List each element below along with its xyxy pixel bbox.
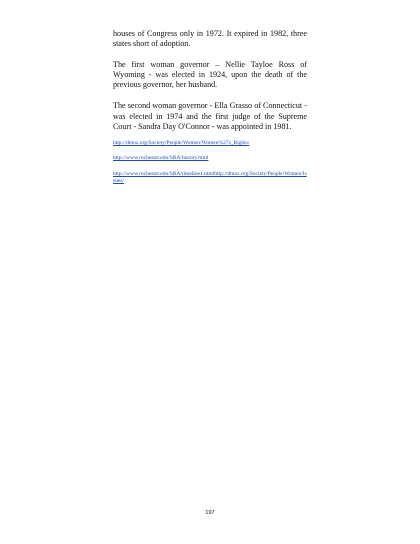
page-number: 197 [205, 510, 215, 516]
paragraph-second-woman-governor: The second woman governor - Ella Grasso of Connecticut - was elected in 1974 and the first judge of the Supreme Court - Sandra Day O'Connor - was appointed in 1981. [113, 101, 307, 131]
reference-link-sba-history[interactable]: http://www.rochester.edu/SBA/history.html [113, 155, 209, 162]
paragraph-first-woman-governor: The first woman governor – Nellie Tayloe Ross of Wyoming - was elected in 1924, upon the death of the previous governor, her husband. [113, 60, 307, 90]
reference-links [113, 140, 307, 186]
reference-link-sba-timeline-women-issues[interactable]: http://www.rochester.edu/SBA/timeline1.htmlhttp://dmoz.org/Society/People/Women/Issues/ [113, 171, 307, 185]
reference-link-dmoz-womens-rights[interactable]: http://dmoz.org/Society/People/Women/Women%27s_Rights/ [113, 139, 250, 146]
page-content [113, 29, 307, 186]
paragraph-era-adoption: houses of Congress only in 1972. It expired in 1982, three states short of adoption. [113, 29, 307, 49]
